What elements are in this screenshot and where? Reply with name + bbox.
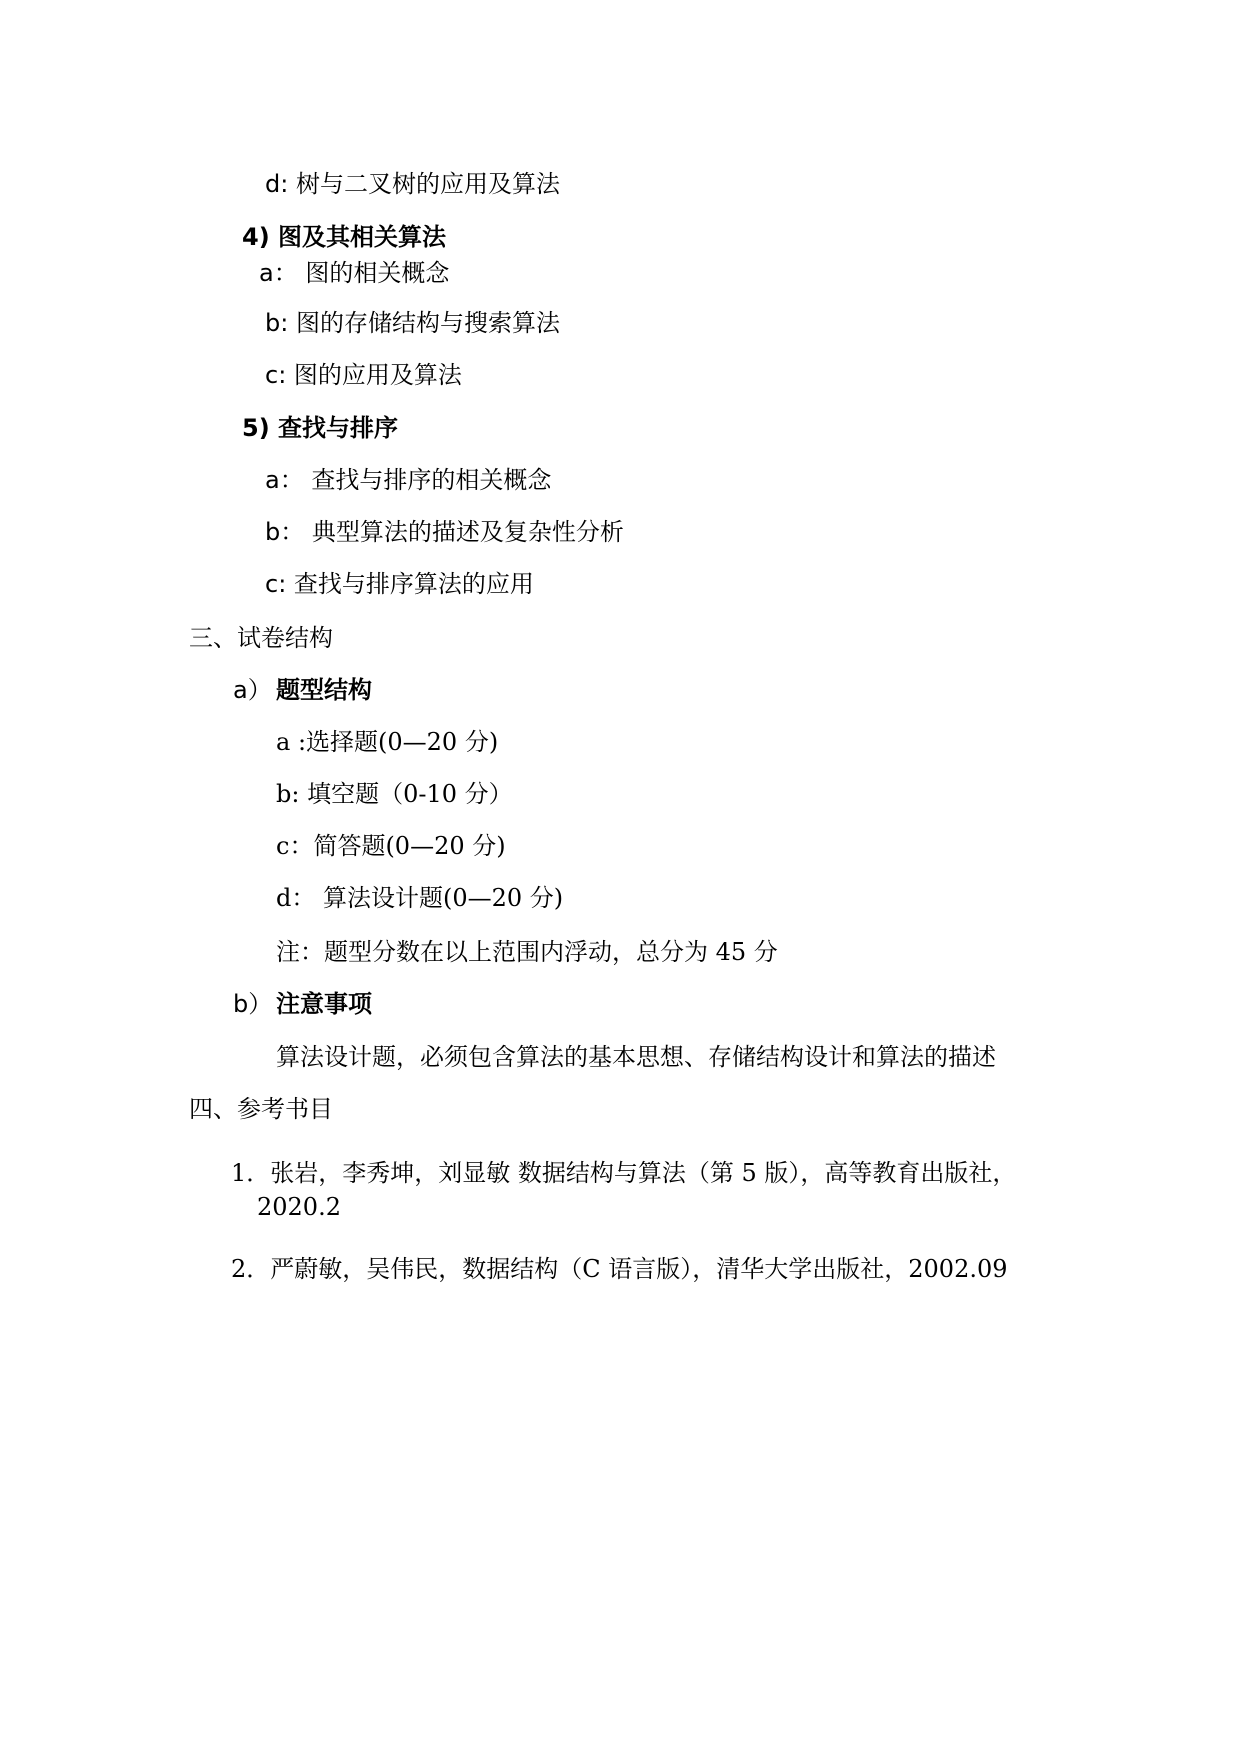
search-sort-section-title: 5) 查找与排序 bbox=[242, 414, 399, 442]
section3-heading: 三、试卷结构 bbox=[189, 624, 333, 652]
section4-heading: 四、参考书目 bbox=[189, 1095, 333, 1123]
notes-label: b） bbox=[233, 990, 273, 1018]
search-sort-item: c: 查找与排序算法的应用 bbox=[265, 570, 534, 598]
graph-item: b: 图的存储结构与搜索算法 bbox=[265, 309, 560, 337]
question-type-item: d： 算法设计题(0—20 分) bbox=[276, 884, 564, 912]
search-sort-item: b： 典型算法的描述及复杂性分析 bbox=[265, 518, 624, 546]
search-sort-item: a： 查找与排序的相关概念 bbox=[265, 466, 552, 494]
question-type-item: a :选择题(0—20 分) bbox=[276, 728, 499, 756]
question-type-item: b: 填空题（0-10 分） bbox=[276, 780, 513, 808]
reference-item: 1．张岩，李秀坤，刘显敏 数据结构与算法（第 5 版），高等教育出版社， bbox=[231, 1159, 1017, 1187]
question-type-item: c：简答题(0—20 分) bbox=[276, 832, 506, 860]
reference-item: 2．严蔚敏，吴伟民，数据结构（C 语言版），清华大学出版社，2002.09 bbox=[231, 1255, 1008, 1283]
graph-section-title: 4) 图及其相关算法 bbox=[242, 223, 447, 251]
score-note: 注：题型分数在以上范围内浮动，总分为 45 分 bbox=[276, 938, 778, 966]
graph-item: c: 图的应用及算法 bbox=[265, 361, 462, 389]
tree-application-item: d: 树与二叉树的应用及算法 bbox=[265, 170, 560, 198]
graph-item: a： 图的相关概念 bbox=[259, 259, 450, 287]
reference-item-continued: 2020.2 bbox=[257, 1193, 341, 1221]
question-types-label: a） bbox=[233, 676, 272, 704]
notes-text: 算法设计题，必须包含算法的基本思想、存储结构设计和算法的描述 bbox=[276, 1043, 996, 1071]
notes-title: 注意事项 bbox=[276, 990, 372, 1018]
question-types-title: 题型结构 bbox=[276, 676, 372, 704]
